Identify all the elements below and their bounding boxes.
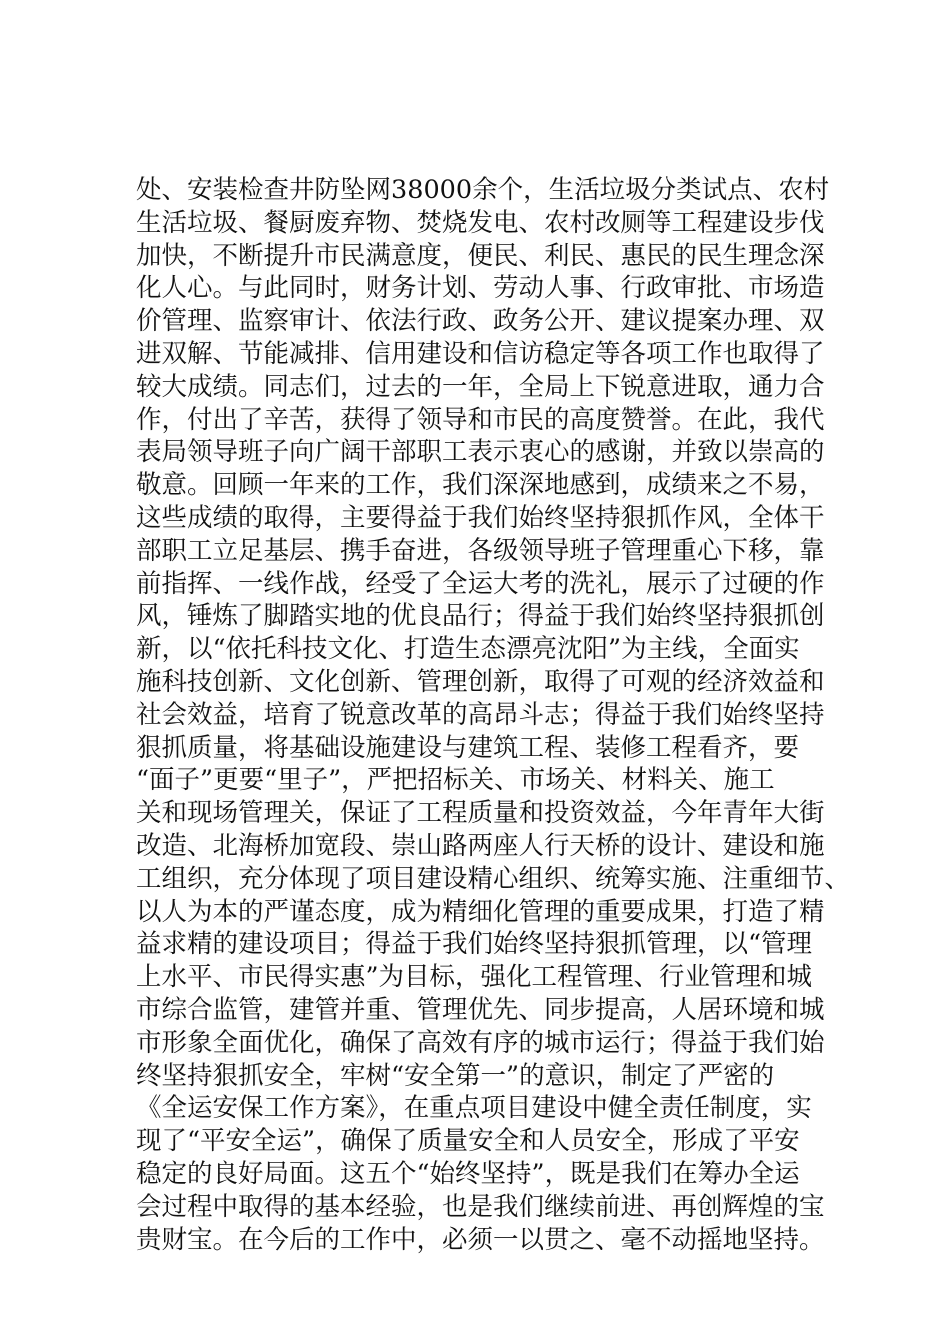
- text-line: 改造、北海桥加宽段、崇山路两座人行天桥的设计、建设和施: [136, 830, 825, 861]
- text-line: 作，付出了辛苦，获得了领导和市民的高度赞誉。在此，我代: [136, 404, 825, 435]
- text-line: 会过程中取得的基本经验，也是我们继续前进、再创辉煌的宝: [136, 1191, 825, 1222]
- text-line: 上水平、市民得实惠”为目标，强化工程管理、行业管理和城: [136, 962, 813, 993]
- text-line: 生活垃圾、餐厨废弃物、焚烧发电、农村改厕等工程建设步伐: [136, 207, 825, 238]
- text-line: 加快，不断提升市民满意度，便民、利民、惠民的民生理念深: [136, 240, 825, 271]
- text-line: 部职工立足基层、携手奋进，各级领导班子管理重心下移，靠: [136, 535, 825, 566]
- text-line: 前指挥、一线作战，经受了全运大考的洗礼，展示了过硬的作: [136, 568, 825, 599]
- text-line: 新，以“依托科技文化、打造生态漂亮沈阳”为主线，全面实: [136, 634, 800, 665]
- text-line: 这些成绩的取得，主要得益于我们始终坚持狠抓作风，全体干: [136, 502, 825, 533]
- text-line: 敬意。回顾一年来的工作，我们深深地感到，成绩来之不易，: [136, 470, 825, 501]
- text-line: 社会效益，培育了锐意改革的高昂斗志；得益于我们始终坚持: [136, 699, 825, 730]
- body-paragraph: [136, 174, 851, 1256]
- text-line: 以人为本的严谨态度，成为精细化管理的重要成果，打造了精: [136, 896, 825, 927]
- text-line: 进双解、节能减排、信用建设和信访稳定等各项工作也取得了: [136, 338, 825, 369]
- text-line: 处、安装检查井防坠网38000余个，生活垃圾分类试点、农村: [136, 175, 830, 205]
- text-line: 关和现场管理关，保证了工程质量和投资效益，今年青年大街: [136, 798, 825, 829]
- text-line: 表局领导班子向广阔干部职工表示衷心的感谢，并致以崇高的: [136, 437, 825, 468]
- text-line: 化人心。与此同时，财务计划、劳动人事、行政审批、市场造: [136, 273, 825, 304]
- text-line: 工组织，充分体现了项目建设精心组织、统筹实施、注重细节、: [136, 863, 851, 894]
- text-line: 稳定的良好局面。这五个“始终坚持”，既是我们在筹办全运: [136, 1158, 800, 1189]
- text-line: 现了“平安全运”，确保了质量安全和人员安全，形成了平安: [136, 1126, 800, 1157]
- text-line: “面子”更要“里子”，严把招标关、市场关、材料关、施工: [136, 765, 775, 796]
- text-line: 市综合监管，建管并重、管理优先、同步提高，人居环境和城: [136, 994, 825, 1025]
- text-line: 施科技创新、文化创新、管理创新，取得了可观的经济效益和: [136, 666, 825, 697]
- text-line: 狠抓质量，将基础设施建设与建筑工程、装修工程看齐，要: [136, 732, 800, 763]
- text-line: 风，锤炼了脚踏实地的优良品行；得益于我们始终坚持狠抓创: [136, 601, 825, 632]
- text-line: 价管理、监察审计、依法行政、政务公开、建议提案办理、双: [136, 306, 825, 337]
- text-line: 《全运安保工作方案》，在重点项目建设中健全责任制度，实: [136, 1093, 812, 1124]
- text-line: 益求精的建设项目；得益于我们始终坚持狠抓管理，以“管理: [136, 929, 813, 960]
- text-line: 贵财宝。在今后的工作中，必须一以贯之、毫不动摇地坚持。: [136, 1224, 825, 1255]
- text-line: 市形象全面优化，确保了高效有序的城市运行；得益于我们始: [136, 1027, 825, 1058]
- text-line: 较大成绩。同志们，过去的一年，全局上下锐意进取，通力合: [136, 371, 825, 402]
- text-line: 终坚持狠抓安全，牢树“安全第一”的意识，制定了严密的: [136, 1060, 775, 1091]
